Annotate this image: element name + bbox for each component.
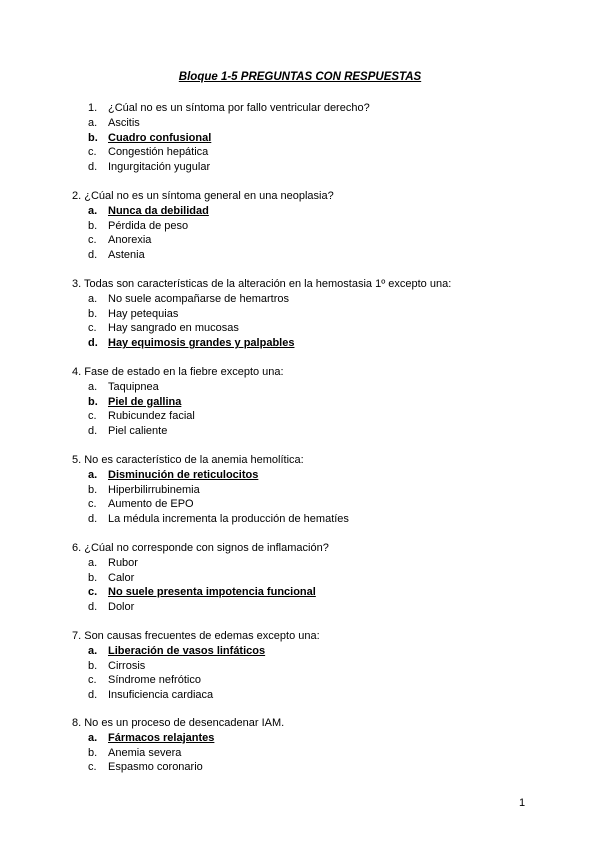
question-2-option-c <box>72 233 334 248</box>
question-7 <box>72 629 320 703</box>
question-7-option-b <box>72 659 320 674</box>
option-letter: c. <box>88 674 97 687</box>
question-4 <box>72 365 284 439</box>
option-letter: b. <box>88 571 98 584</box>
question-3-option-d <box>72 336 451 351</box>
option-text: La médula incrementa la producción de hematíes <box>108 513 349 526</box>
option-text: Ingurgitación yugular <box>108 161 211 174</box>
question-1-label: ¿Cúal no es un síntoma por fallo ventricular derecho? <box>108 102 370 114</box>
question-2-option-b <box>72 219 334 234</box>
option-text: Pérdida de peso <box>108 219 189 232</box>
option-text: Anorexia <box>108 234 152 247</box>
option-letter: c. <box>88 761 97 774</box>
option-letter: c. <box>88 498 97 511</box>
option-letter: b. <box>88 746 98 759</box>
option-letter: a. <box>88 732 98 744</box>
option-text: Hay sangrado en mucosas <box>108 322 239 335</box>
option-letter: a. <box>88 117 98 129</box>
question-5-text: 5. No es característico de la anemia hemolítica: <box>72 454 304 466</box>
option-text-correct: Disminución de reticulocitos <box>108 469 259 481</box>
question-6-option-d <box>72 600 329 615</box>
question-6-option-c <box>72 585 329 600</box>
question-2-option-d <box>72 248 334 263</box>
question-4-option-c <box>72 409 284 424</box>
question-3 <box>72 277 451 351</box>
option-letter: d. <box>88 249 98 262</box>
question-8-option-b <box>72 746 284 761</box>
option-text: Hiperbilirrubinemia <box>108 483 200 496</box>
question-5-option-d <box>72 512 349 527</box>
question-4-option-a <box>72 380 284 395</box>
option-text: Espasmo coronario <box>108 761 203 774</box>
question-1 <box>72 101 370 175</box>
option-text: Dolor <box>108 601 135 614</box>
question-5-option-c <box>72 497 349 512</box>
option-text: Calor <box>108 571 135 584</box>
option-letter: c. <box>88 234 97 247</box>
option-letter: a. <box>88 469 98 481</box>
option-letter: b. <box>88 395 98 408</box>
option-letter: b. <box>88 659 98 672</box>
question-5-option-b <box>72 483 349 498</box>
question-4-option-d <box>72 424 284 439</box>
question-1-option-c <box>72 145 370 160</box>
option-letter: a. <box>88 645 98 657</box>
question-1-option-b <box>72 131 370 146</box>
option-text: Cirrosis <box>108 659 146 672</box>
question-8-text: 8. No es un proceso de desencadenar IAM. <box>72 717 285 729</box>
option-letter: d. <box>88 689 98 702</box>
option-text-correct: Piel de gallina <box>108 395 182 408</box>
question-1-number: 1. <box>88 102 98 114</box>
option-letter: c. <box>88 322 97 335</box>
option-letter: a. <box>88 205 98 217</box>
option-letter: c. <box>88 586 98 599</box>
option-text-correct: Cuadro confusional <box>108 131 212 144</box>
option-text: Anemia severa <box>108 746 182 759</box>
option-text-correct: Hay equimosis grandes y palpables <box>108 337 295 350</box>
option-text-correct: Liberación de vasos linfáticos <box>108 645 266 657</box>
question-6 <box>72 541 329 615</box>
option-text-correct: No suele presenta impotencia funcional <box>108 586 316 599</box>
question-2-text: 2. ¿Cúal no es un síntoma general en una neoplasia? <box>72 190 334 202</box>
option-letter: d. <box>88 161 98 174</box>
option-text: No suele acompañarse de hemartros <box>108 293 289 305</box>
question-2 <box>72 189 334 263</box>
option-letter: b. <box>88 131 98 144</box>
option-text: Congestión hepática <box>108 146 209 159</box>
question-6-option-b <box>72 571 329 586</box>
option-letter: d. <box>88 601 98 614</box>
question-3-option-a <box>72 292 451 307</box>
option-text: Hay petequias <box>108 307 179 320</box>
option-letter: b. <box>88 307 98 320</box>
option-letter: b. <box>88 219 98 232</box>
question-1-option-a <box>72 116 370 131</box>
option-text: Astenia <box>108 249 145 262</box>
question-3-text: 3. Todas son características de la alteración en la hemostasia 1º excepto una: <box>72 278 452 290</box>
option-text: Insuficiencia cardiaca <box>108 689 214 702</box>
option-letter: d. <box>88 513 98 526</box>
question-1-text <box>72 101 370 116</box>
option-text: Piel caliente <box>108 425 168 438</box>
option-letter: c. <box>88 410 97 423</box>
question-7-option-c <box>72 673 320 688</box>
question-7-option-a <box>72 644 320 659</box>
option-text-correct: Fármacos relajantes <box>108 732 215 744</box>
document-title: Bloque 1-5 PREGUNTAS CON RESPUESTAS <box>178 71 422 83</box>
option-text: Taquipnea <box>108 381 159 393</box>
question-6-option-a <box>72 556 329 571</box>
option-text: Síndrome nefrótico <box>108 674 201 687</box>
question-5 <box>72 453 349 527</box>
option-text: Rubor <box>108 557 138 569</box>
option-text: Ascitis <box>108 117 140 129</box>
option-text-correct: Nunca da debilidad <box>108 205 209 217</box>
page-number: 1 <box>519 797 526 809</box>
question-1-option-d <box>72 160 370 175</box>
option-letter: c. <box>88 146 97 159</box>
question-8-option-c <box>72 760 284 775</box>
option-text: Aumento de EPO <box>108 498 194 511</box>
option-letter: a. <box>88 293 98 305</box>
option-letter: a. <box>88 381 98 393</box>
question-7-option-d <box>72 688 320 703</box>
question-3-option-b <box>72 307 451 322</box>
question-2-option-a <box>72 204 334 219</box>
question-6-text: 6. ¿Cúal no corresponde con signos de inflamación? <box>72 542 329 554</box>
question-4-text: 4. Fase de estado en la fiebre excepto una: <box>72 366 284 378</box>
question-8 <box>72 716 284 775</box>
option-letter: d. <box>88 337 98 350</box>
option-letter: d. <box>88 425 98 438</box>
option-text: Rubicundez facial <box>108 410 195 423</box>
option-letter: b. <box>88 483 98 496</box>
question-3-option-c <box>72 321 451 336</box>
question-7-text: 7. Son causas frecuentes de edemas excepto una: <box>72 630 320 642</box>
option-letter: a. <box>88 557 98 569</box>
question-5-option-a <box>72 468 349 483</box>
question-4-option-b <box>72 395 284 410</box>
question-8-option-a <box>72 731 284 746</box>
